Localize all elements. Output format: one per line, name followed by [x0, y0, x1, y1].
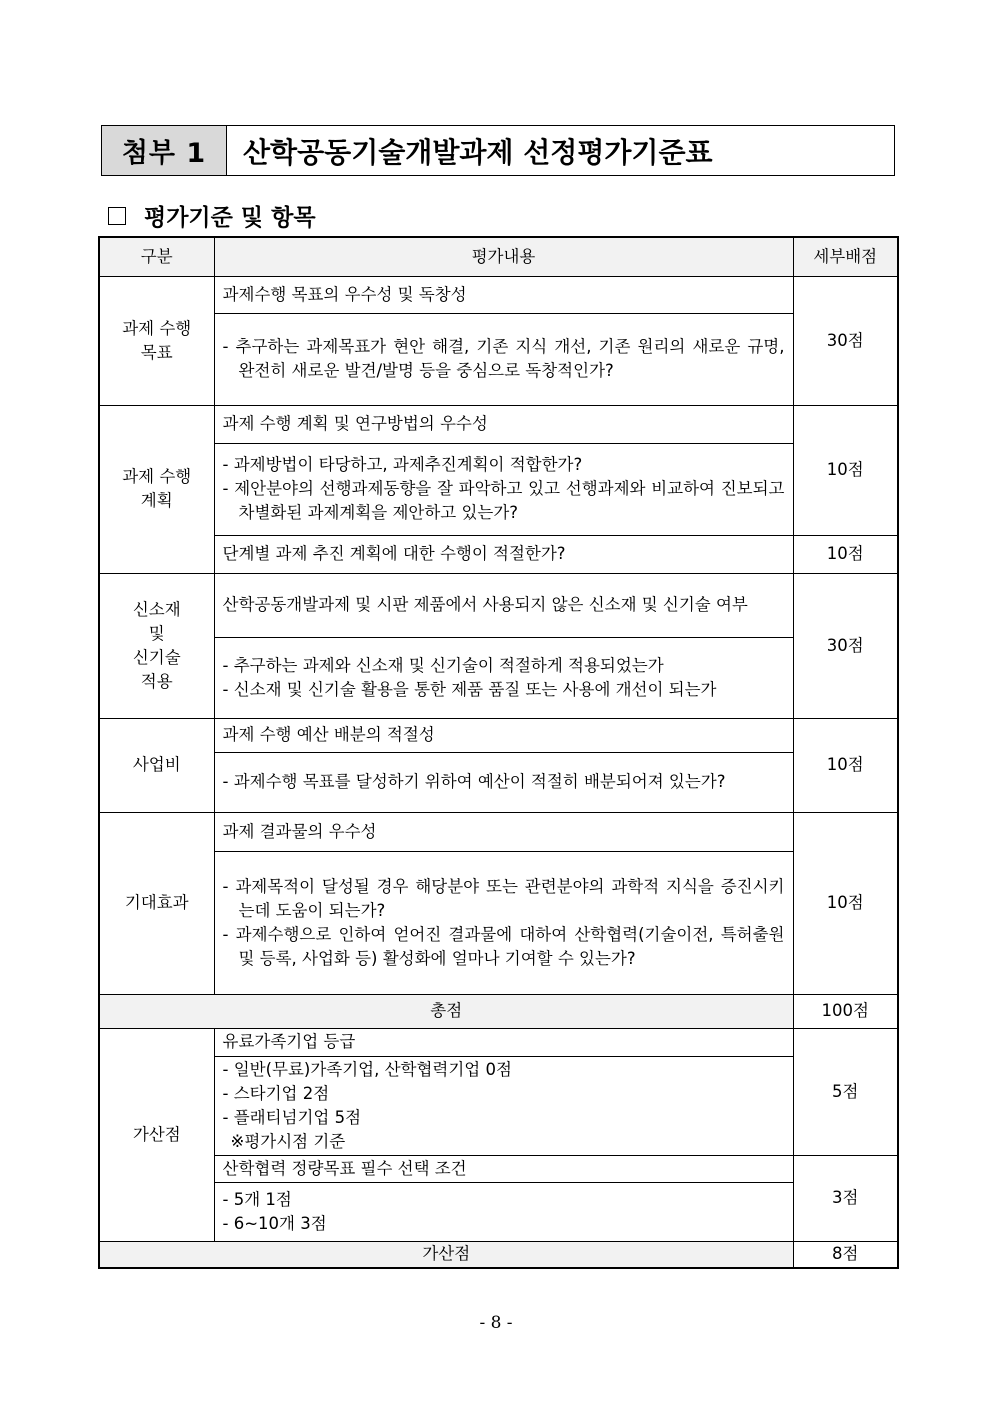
table-header-row: [99, 237, 898, 276]
table-row: [99, 637, 898, 718]
criterion-items: [214, 637, 793, 718]
section-title: 평가기준 및 항목: [144, 205, 316, 231]
criterion-items: [214, 443, 793, 535]
list-item: - 6~10개 3점: [222, 1213, 327, 1233]
criterion-items: [214, 752, 793, 812]
list-item: - 신소재 및 신기술 활용을 통한 제품 품질 또는 사용에 개선이 되는가: [222, 679, 717, 699]
score-cell: 10점: [793, 535, 898, 573]
criterion-title: 산학공동개발과제 및 시판 제품에서 사용되지 않은 신소재 및 신기술 여부: [214, 573, 793, 637]
table-row: [99, 313, 898, 405]
criterion-title: 과제 수행 계획 및 연구방법의 우수성: [214, 405, 793, 443]
checkbox-icon: [108, 207, 126, 225]
list-item: - 과제수행 목표를 달성하기 위하여 예산이 적절히 배분되어져 있는가?: [222, 772, 726, 791]
table-row: [99, 718, 898, 752]
criterion-items: [214, 851, 793, 994]
list-item: - 5개 1점: [222, 1189, 292, 1209]
criterion-items: [214, 1182, 793, 1241]
header-score: 세부배점: [793, 237, 898, 276]
table-row: [99, 752, 898, 812]
header-category: 구분: [99, 237, 214, 276]
bonus-total-score: 8점: [793, 1241, 898, 1268]
list-item: - 스타기업 2점: [222, 1083, 330, 1103]
bonus-category-cell: 가산점: [99, 1028, 214, 1241]
header-content: 평가내용: [214, 237, 793, 276]
criterion-title: 과제 결과물의 우수성: [214, 812, 793, 851]
criterion-title: 유료가족기업 등급: [214, 1028, 793, 1056]
table-row: [99, 1028, 898, 1056]
attachment-title-box: [101, 125, 895, 176]
category-cell: 신소재 및 신기술 적용: [99, 573, 214, 718]
evaluation-criteria-table: [98, 236, 899, 1269]
list-item: - 추구하는 과제와 신소재 및 신기술이 적절하게 적용되었는가: [222, 655, 664, 675]
score-cell: 10점: [793, 405, 898, 535]
criterion-title: 과제 수행 예산 배분의 적절성: [214, 718, 793, 752]
table-row: [99, 276, 898, 313]
table-row: [99, 535, 898, 573]
score-cell: 5점: [793, 1028, 898, 1155]
total-label: 총점: [99, 994, 793, 1028]
list-item: - 과제목적이 달성될 경우 해당분야 또는 관련분야의 과학적 지식을 증진시키는데 도움이 되는가?: [222, 876, 785, 920]
score-cell: 10점: [793, 718, 898, 812]
list-item: - 과제수행으로 인하여 얻어진 결과물에 대하여 산학협력(기술이전, 특허출원 및 등록, 사업화 등) 활성화에 얼마나 기여할 수 있는가?: [222, 924, 785, 968]
criterion-title: 단계별 과제 추진 계획에 대한 수행이 적절한가?: [214, 535, 793, 573]
category-cell: 과제 수행 계획: [99, 405, 214, 573]
list-item: - 제안분야의 선행과제동향을 잘 파악하고 있고 선행과제와 비교하여 진보되고 차별화된 과제계획을 제안하고 있는가?: [222, 479, 785, 522]
list-item: - 일반(무료)가족기업, 산학협력기업 0점: [222, 1059, 512, 1079]
document-title: 산학공동기술개발과제 선정평가기준표: [243, 135, 713, 169]
attachment-label: 첨부 1: [102, 126, 227, 175]
list-item: - 플래티넘기업 5점: [222, 1107, 362, 1127]
table-row: [99, 812, 898, 851]
table-row: [99, 405, 898, 443]
score-cell: 10점: [793, 812, 898, 994]
category-cell: 사업비: [99, 718, 214, 812]
table-row: [99, 573, 898, 637]
category-cell: 기대효과: [99, 812, 214, 994]
page-number: - 8 -: [479, 1313, 513, 1333]
criterion-items: [214, 313, 793, 405]
total-row: [99, 994, 898, 1028]
section-heading: [108, 199, 316, 232]
table-row: [99, 1056, 898, 1155]
table-row: [99, 1155, 898, 1182]
category-cell: 과제 수행 목표: [99, 276, 214, 405]
bonus-total-label: 가산점: [99, 1241, 793, 1268]
criterion-title: 산학협력 정량목표 필수 선택 조건: [214, 1155, 793, 1182]
criterion-title: 과제수행 목표의 우수성 및 독창성: [214, 276, 793, 313]
total-score: 100점: [793, 994, 898, 1028]
score-cell: 30점: [793, 573, 898, 718]
table-row: [99, 851, 898, 994]
table-row: [99, 1182, 898, 1241]
list-item: - 과제방법이 타당하고, 과제추진계획이 적합한가?: [222, 455, 583, 474]
score-cell: 3점: [793, 1155, 898, 1241]
bonus-total-row: [99, 1241, 898, 1268]
criterion-items: [214, 1056, 793, 1155]
list-item: - 추구하는 과제목표가 현안 해결, 기존 지식 개선, 기존 원리의 새로운 규명, 완전히 새로운 발견/발명 등을 중심으로 독창적인가?: [222, 337, 785, 380]
note-text: ※평가시점 기준: [230, 1131, 346, 1151]
table-row: [99, 443, 898, 535]
score-cell: 30점: [793, 276, 898, 405]
